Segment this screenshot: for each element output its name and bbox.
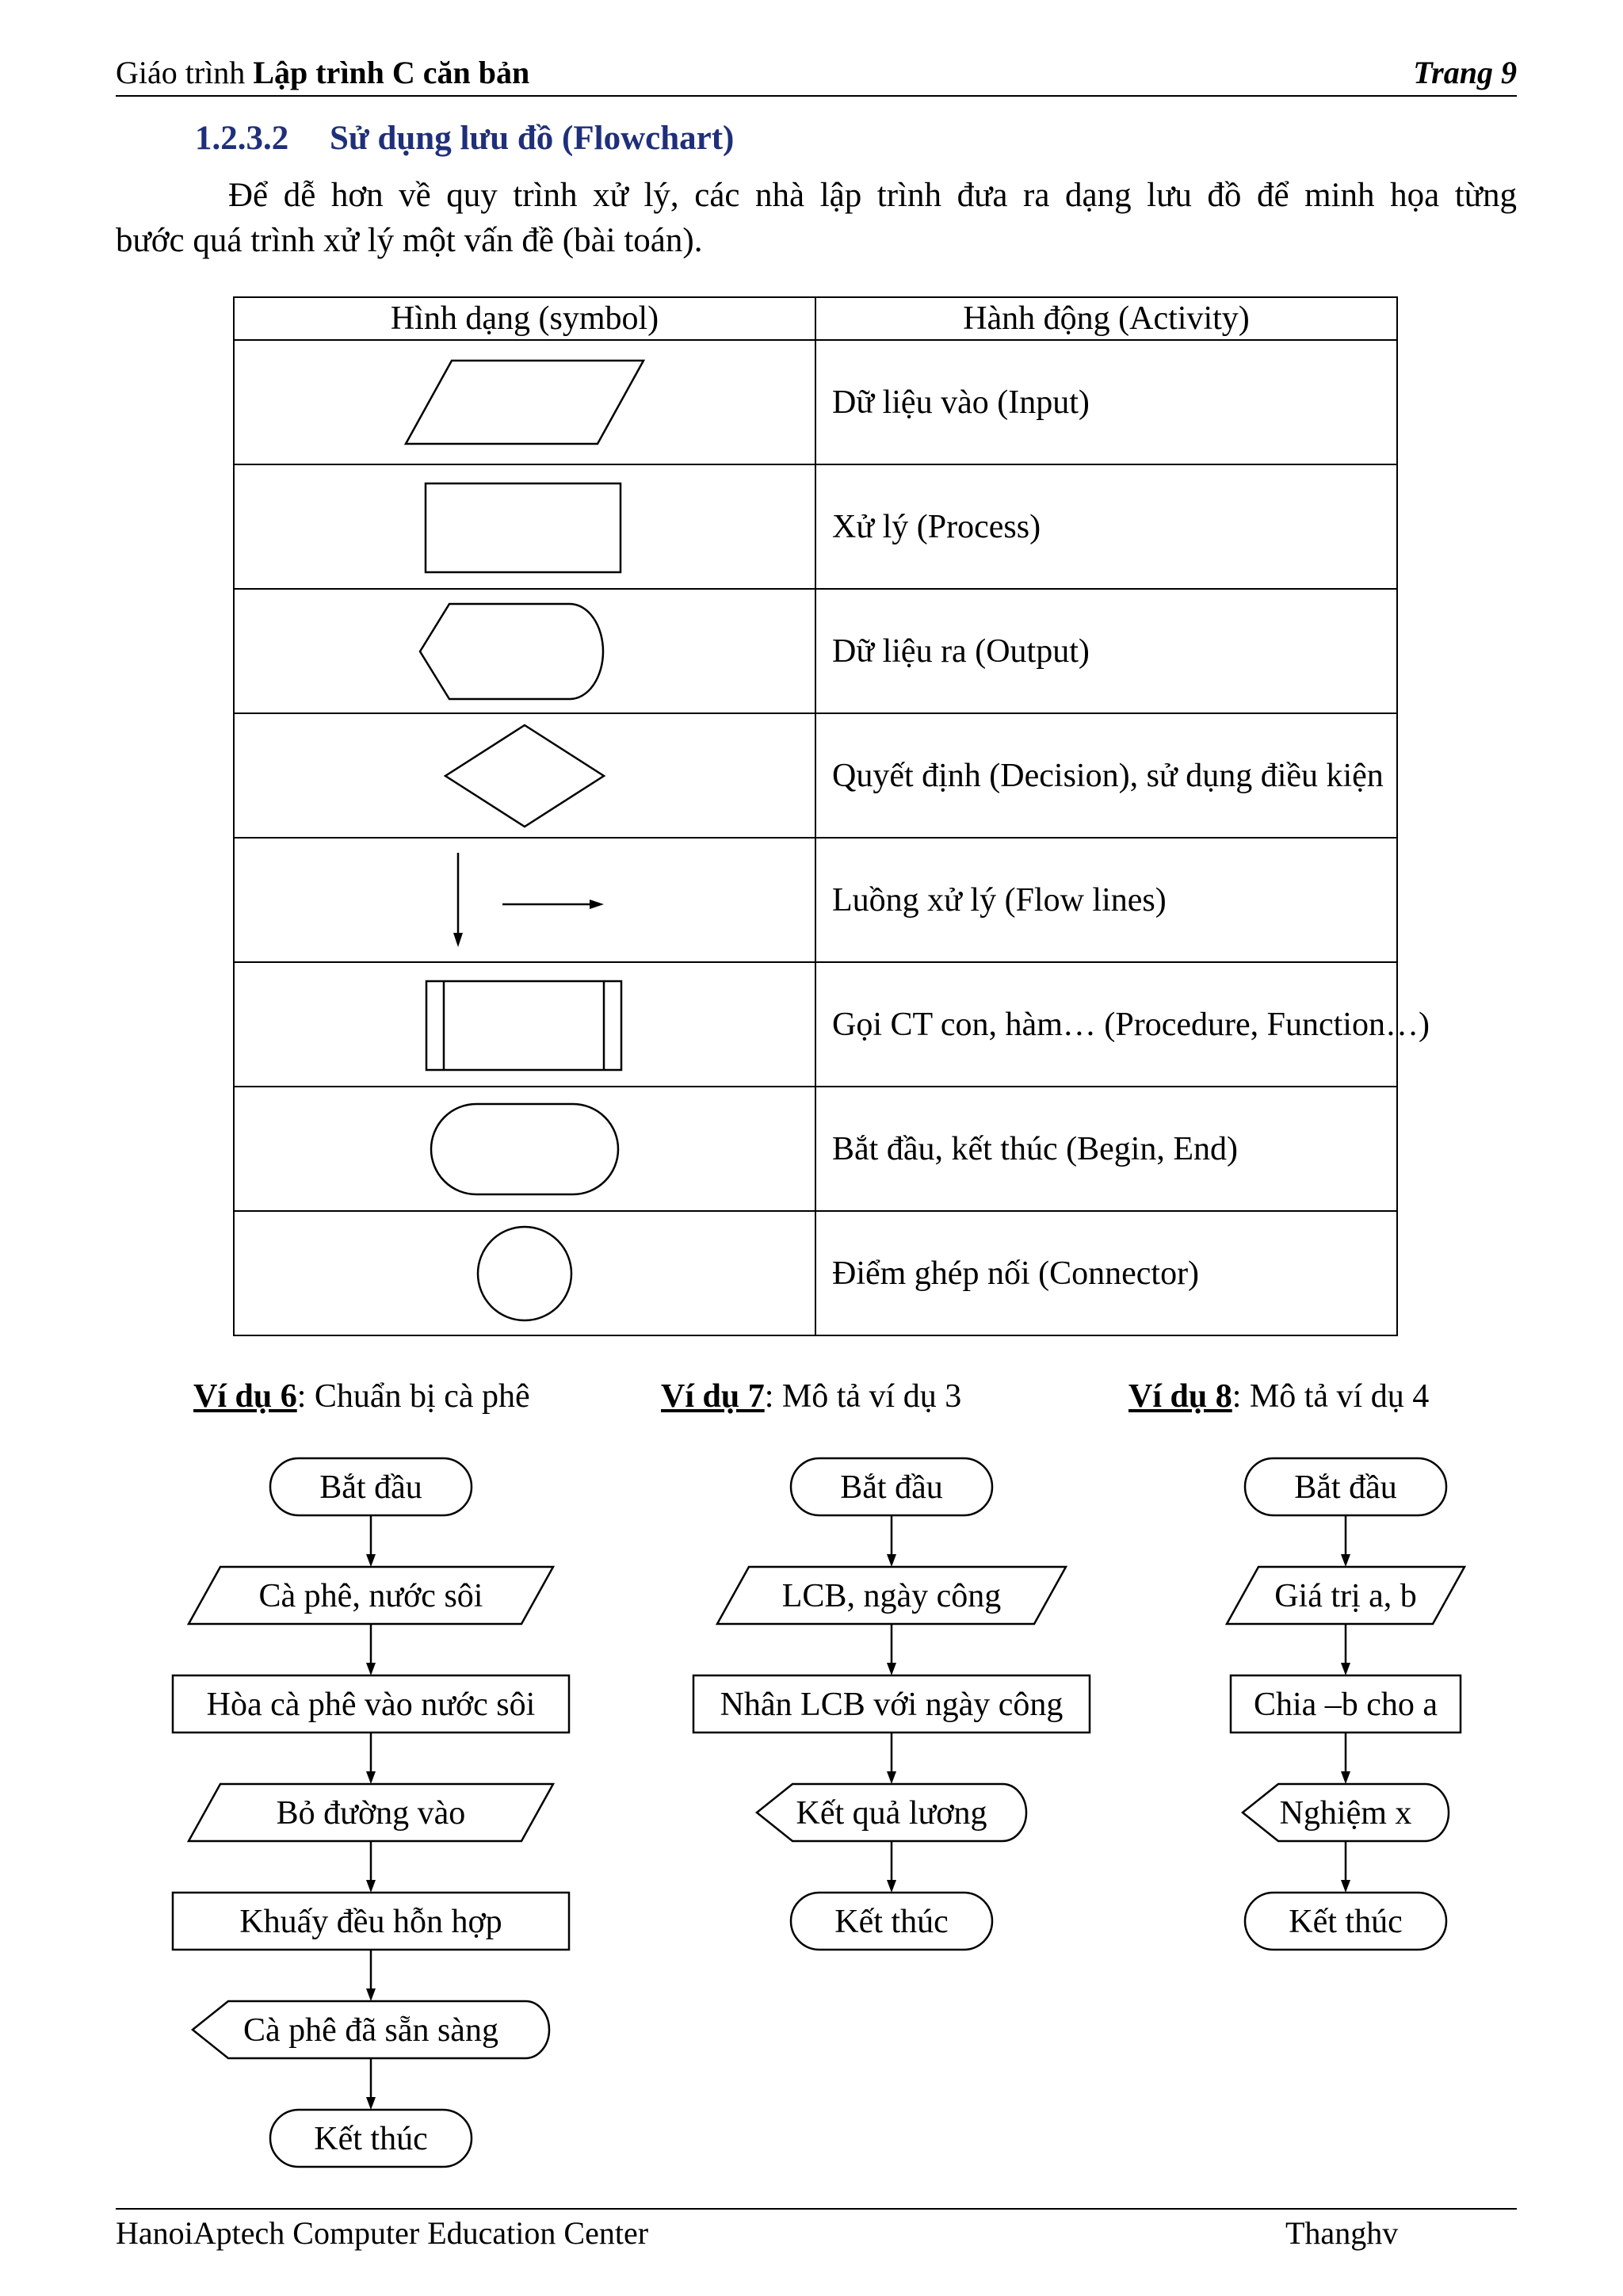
table-row [234,713,1397,838]
example-caption: : Mô tả ví dụ 3 [764,1378,962,1415]
arrow-head [1341,1880,1350,1893]
example-caption: : Chuẩn bị cà phê [296,1378,530,1415]
activity-cell: Dữ liệu ra (Output) [815,589,1397,713]
flow-step-label: LCB, ngày công [781,1578,1002,1614]
footer-right: Thanghv [1285,2215,1399,2251]
connector-circle-symbol [473,1222,576,1325]
footer-rule [116,2208,1517,2210]
arrow-head [887,1554,896,1567]
table-header-row [234,297,1397,340]
col-activity-header: Hành động (Activity) [815,297,1397,340]
flow-step-label: Nhân LCB với ngày công [720,1687,1064,1723]
display-symbol [406,600,643,703]
flow-step-label: Chia –b cho a [1253,1687,1438,1723]
arrow-head [887,1663,896,1675]
flow-step-label: Bắt đầu [319,1469,422,1506]
flow-step-label: Hòa cà phê vào nước sôi [206,1687,536,1723]
page-number: Trang 9 [1413,55,1517,90]
activity-cell: Luồng xử lý (Flow lines) [815,838,1397,962]
flowchart-example-6 [173,1458,569,2167]
activity-cell: Xử lý (Process) [815,464,1397,589]
arrow-head [366,2097,376,2110]
arrow-head [1341,1554,1350,1567]
shape-cell [234,340,815,464]
shape-cell [234,962,815,1087]
intro-paragraph [116,173,1517,263]
activity-cell: Điểm ghép nối (Connector) [815,1211,1397,1335]
example-flowcharts [0,1442,1623,2172]
flow-step-label: Khuấy đều hỗn hợp [239,1904,502,1940]
flowchart-symbol-table [233,296,1430,1336]
table-row [234,1087,1397,1211]
example-6-title [193,1377,530,1415]
arrow-head [366,1663,376,1675]
example-label: Ví dụ 8 [1128,1378,1232,1415]
flow-step-label: Bỏ đường vào [276,1795,466,1832]
flow-step-label: Kết thúc [1289,1904,1403,1940]
arrow-head [366,1880,376,1893]
intro-line-2: bước quá trình xử lý một vấn đề (bài toán). [116,222,703,259]
activity-cell: Bắt đầu, kết thúc (Begin, End) [815,1087,1397,1211]
header-rule [116,95,1517,97]
shape-cell [234,589,815,713]
flow-step-label: Bắt đầu [840,1469,943,1506]
arrow-head [887,1771,896,1784]
flow-step-label: Cà phê, nước sôi [258,1578,483,1614]
table-row [234,340,1397,464]
header-title-bold: Lập trình C căn bản [253,55,530,90]
activity-cell: Gọi CT con, hàm… (Procedure, Function…) [815,962,1397,1087]
parallelogram-symbol [390,355,659,450]
flow-step-label: Nghiệm x [1279,1795,1412,1832]
flow-step-label: Kết thúc [314,2121,428,2157]
shape-cell [234,838,815,962]
arrow-head [1341,1771,1350,1784]
arrow-head [366,1554,376,1567]
flowchart-example-8 [1227,1458,1465,1950]
header-title-prefix: Giáo trình [116,55,254,90]
arrow-head [1341,1663,1350,1675]
section-title: Sử dụng lưu đồ (Flowchart) [330,120,735,157]
shape-cell [234,713,815,838]
col-shape-header: Hình dạng (symbol) [234,297,815,340]
example-label: Ví dụ 6 [193,1378,297,1415]
table-row [234,962,1397,1087]
section-number: 1.2.3.2 [195,120,289,157]
flow-step-label: Giá trị a, b [1274,1578,1417,1614]
example-8-title [1128,1377,1429,1415]
flow-step-label: Cà phê đã sẵn sàng [243,2012,498,2049]
table-row [234,1211,1397,1335]
shape-cell [234,1211,815,1335]
shape-cell [234,1087,815,1211]
example-caption: : Mô tả ví dụ 4 [1232,1378,1430,1415]
arrow-head [366,1771,376,1784]
section-heading [195,119,734,158]
running-header [116,54,529,91]
arrow-head [366,1988,376,2001]
activity-cell: Quyết định (Decision), sử dụng điều kiện [815,713,1397,838]
terminator-symbol [426,1100,624,1198]
table-row [234,838,1397,962]
predefined-process-symbol [422,977,628,1072]
flowchart-example-7 [693,1458,1090,1950]
activity-cell: Dữ liệu vào (Input) [815,340,1397,464]
table-row [234,464,1397,589]
footer-left: HanoiAptech Computer Education Center [116,2215,649,2251]
shape-cell [234,464,815,589]
flow-step-label: Kết quả lương [796,1795,987,1832]
flow-lines-symbol [437,849,612,952]
flow-step-label: Kết thúc [834,1904,949,1940]
arrow-head [887,1880,896,1893]
rectangle-symbol [390,479,659,575]
example-label: Ví dụ 7 [661,1378,765,1415]
diamond-symbol [437,722,612,830]
table-row [234,589,1397,713]
example-7-title [661,1377,961,1415]
flow-step-label: Bắt đầu [1294,1469,1397,1506]
intro-line-1: Để dễ hơn về quy trình xử lý, các nhà lập trình đưa ra dạng lưu đồ để minh họa từng [228,177,1517,214]
